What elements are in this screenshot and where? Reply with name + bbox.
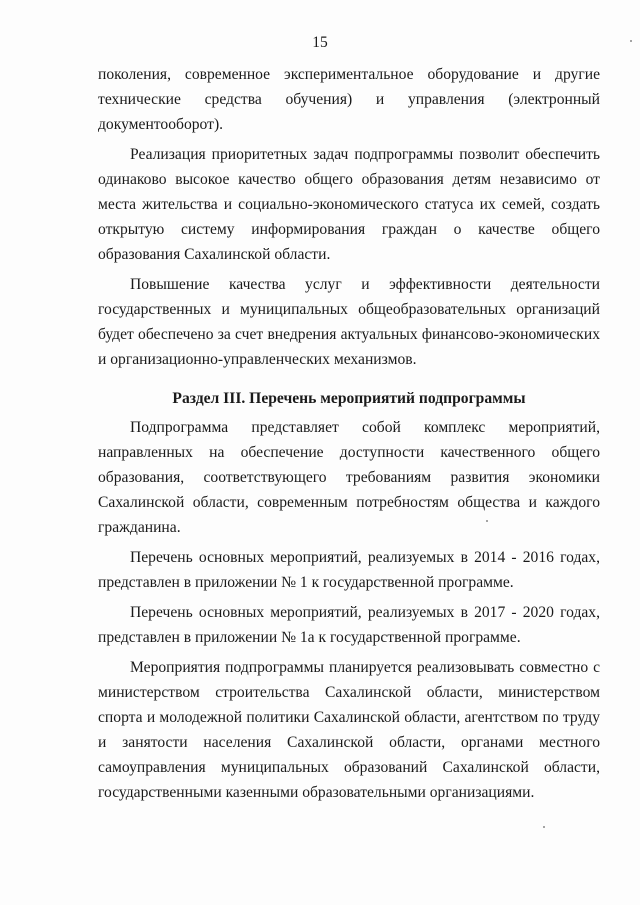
page-content	[98, 62, 600, 810]
paragraph-quality-improvement: Повышение качества услуг и эффективности деятельности государственных и муниципальных общеобразовательных организаций будет обеспечено за счет внедрения актуальных финансово-экономических и организационно-управленческих механизмов.	[98, 276, 600, 368]
paragraph-continuation: поколения, современное экспериментальное оборудование и другие технические средства обучения) и управления (электронный документооборот).	[98, 66, 600, 133]
scan-speck	[543, 826, 545, 828]
paragraph-joint-implementation: Мероприятия подпрограммы планируется реализовывать совместно с министерством строительства Сахалинской области, министерством спорта и молодежной политики Сахалинской области, агентством по труду и занятости населения Сахалинской области, органами местного самоуправления муниципальных образований Сахалинской области, государственными казенными образовательными организациями.	[98, 659, 600, 801]
section-heading: Раздел III. Перечень мероприятий подпрограммы	[172, 390, 526, 407]
paragraph-events-2014-2016: Перечень основных мероприятий, реализуемых в 2014 - 2016 годах, представлен в приложении № 1 к государственной программе.	[98, 549, 600, 591]
paragraph-priority-tasks: Реализация приоритетных задач подпрограммы позволит обеспечить одинаково высокое качество общего образования детям независимо от места жительства и социально-экономического статуса их семей, создать открытую систему информирования граждан о качестве общего образования Сахалинской области.	[98, 146, 600, 263]
scan-speck	[630, 40, 632, 42]
paragraph-events-2017-2020: Перечень основных мероприятий, реализуемых в 2017 - 2020 годах, представлен в приложении № 1а к государственной программе.	[98, 604, 600, 646]
scan-speck	[486, 520, 488, 522]
page-number: 15	[312, 34, 328, 51]
paragraph-subprogram: Подпрограмма представляет собой комплекс мероприятий, направленных на обеспечение доступности качественного общего образования, соответствующего требованиям развития экономики Сахалинской области, современным потребностям общества и каждого гражданина.	[98, 419, 600, 536]
